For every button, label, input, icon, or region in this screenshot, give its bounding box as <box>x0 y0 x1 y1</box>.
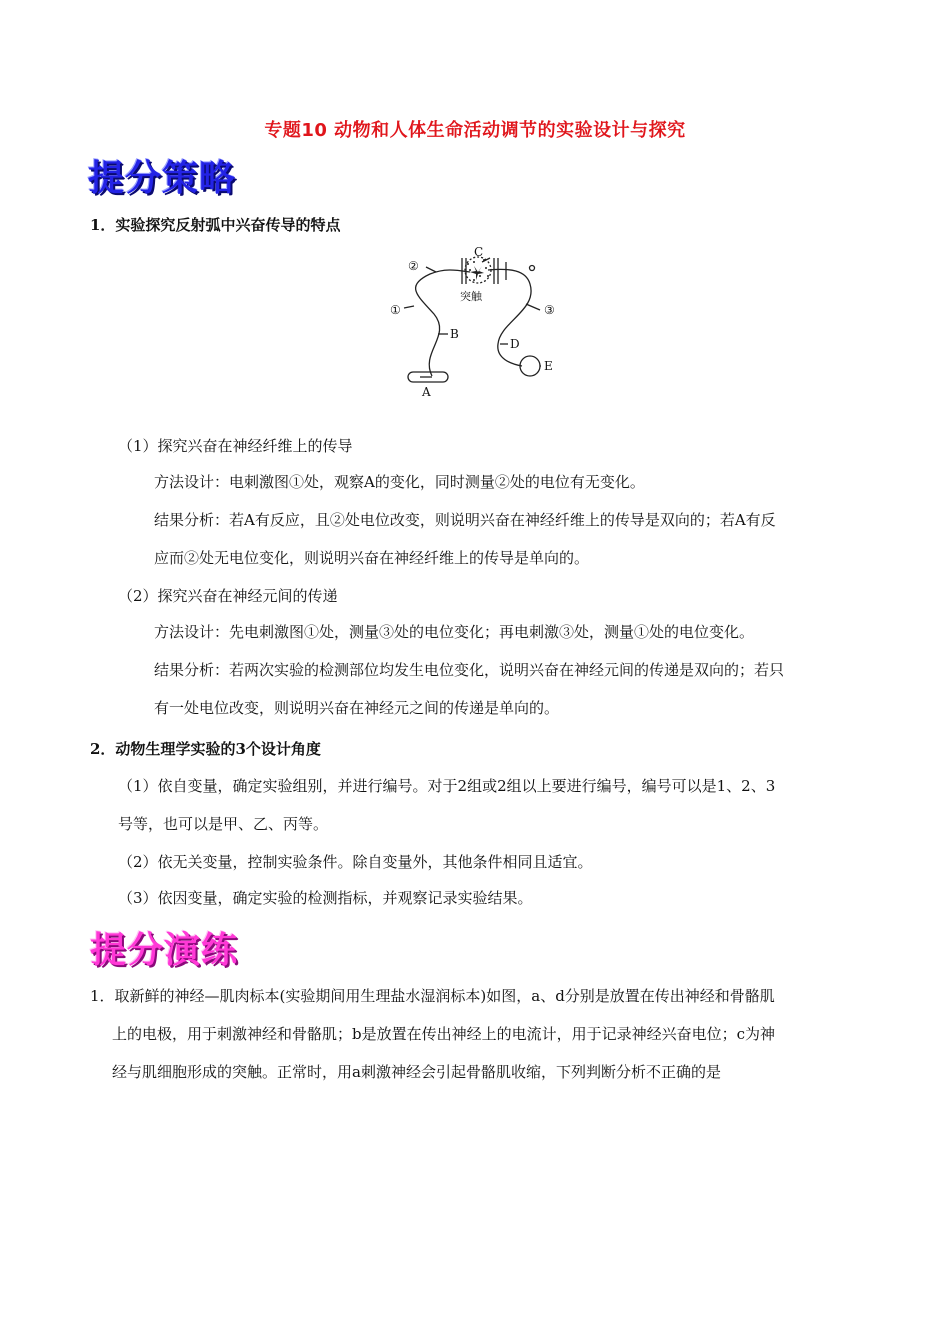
document-title: 专题10 动物和人体生命活动调节的实验设计与探究 <box>264 120 686 141</box>
part2-title: （2）探究兴奋在神经元间的传递 <box>118 587 338 605</box>
neuron-star-icon <box>470 266 484 280</box>
part2-result-line2: 有一处电位改变，则说明兴奋在神经元之间的传递是单向的。 <box>154 699 560 717</box>
part1-method: 方法设计：电刺激图①处，观察A的变化，同时测量②处的电位有无变化。 <box>154 473 645 491</box>
afferent-fiber <box>416 270 470 376</box>
label-circled-1: ① <box>390 303 401 317</box>
section2-item2: （2）依无关变量，控制实验条件。除自变量外，其他条件相同且适宜。 <box>118 853 593 871</box>
label-E: E <box>544 359 553 373</box>
label-circled-2: ② <box>408 259 419 273</box>
part1-result-line1: 结果分析：若A有反应，且②处电位改变，则说明兴奋在神经纤维上的传导是双向的；若A有反 <box>154 511 776 529</box>
banner-practice: 提分演练 <box>90 930 239 971</box>
section2-item3: （3）依因变量，确定实验的检测指标，并观察记录实验结果。 <box>118 889 533 907</box>
label-synapse: 突触 <box>460 290 482 303</box>
effector-E <box>520 356 540 376</box>
section2-item1-line2: 号等，也可以是甲、乙、丙等。 <box>118 815 329 833</box>
section1-heading: 1．实验探究反射弧中兴奋传导的特点 <box>90 216 341 234</box>
label-A: A <box>422 385 431 399</box>
part1-title: （1）探究兴奋在神经纤维上的传导 <box>118 437 353 455</box>
part2-method: 方法设计：先电刺激图①处，测量③处的电位变化；再电刺激③处，测量①处的电位变化。 <box>154 623 755 641</box>
synapse-circle <box>465 257 491 283</box>
question1-line1: 1．取新鲜的神经—肌肉标本(实验期间用生理盐水湿润标本)如图，a、d分别是放置在传出神经和骨骼肌 <box>90 987 775 1005</box>
question1-line3: 经与肌细胞形成的突触。正常时，用a刺激神经会引起骨骼肌收缩，下列判断分析不正确的是 <box>112 1063 721 1081</box>
part1-result-line2: 应而②处无电位变化，则说明兴奋在神经纤维上的传导是单向的。 <box>154 549 590 567</box>
question1-line2: 上的电极，用于刺激神经和骨骼肌；b是放置在传出神经上的电流计，用于记录神经兴奋电位；c为神 <box>112 1025 776 1043</box>
part2-result-line1: 结果分析：若两次实验的检测部位均发生电位变化，说明兴奋在神经元间的传递是双向的；若只 <box>154 661 785 679</box>
reflex-arc-diagram <box>390 240 570 402</box>
label-D: D <box>510 337 520 351</box>
section2-item1-line1: （1）依自变量，确定实验组别，并进行编号。对于2组或2组以上要进行编号，编号可以是1、2、3 <box>118 777 776 795</box>
label-B: B <box>450 327 459 341</box>
banner-strategy: 提分策略 <box>88 158 237 199</box>
label-C: C <box>474 245 484 259</box>
label-circled-3: ③ <box>544 303 555 317</box>
section2-heading: 2．动物生理学实验的3个设计角度 <box>90 740 321 758</box>
